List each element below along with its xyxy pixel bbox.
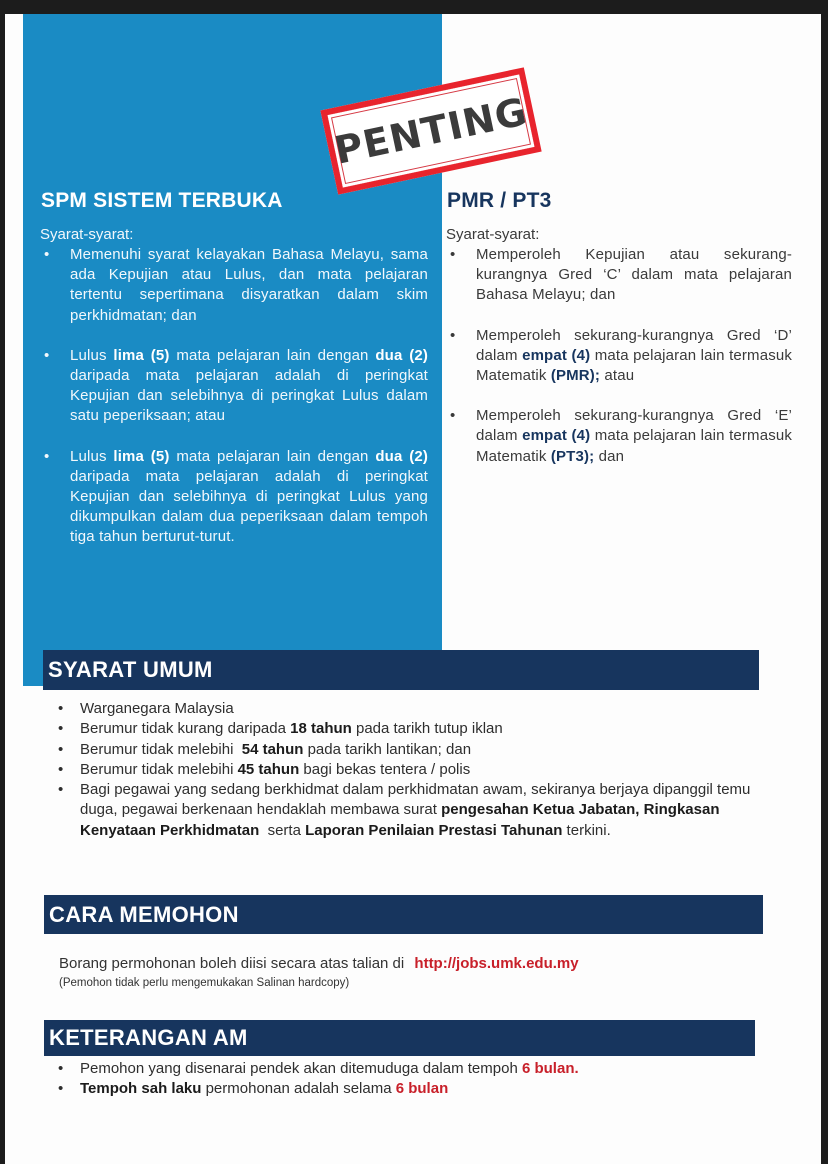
cara-memohon-header: CARA MEMOHON (44, 895, 763, 934)
bullet-icon: • (450, 326, 456, 344)
spm-item: • Lulus lima (5) mata pelajaran lain dengan dua (2) daripada mata pelajaran adalah di peringkat Kepujian dan selebihnya di peringkat Lulus dalam satu peperiksaan; atau (44, 346, 428, 425)
bullet-icon: • (58, 1080, 64, 1098)
syarat-umum-item: • Berumur tidak melebihi 45 tahun bagi bekas tentera / polis (55, 760, 765, 780)
spm-title: SPM SISTEM TERBUKA (41, 189, 283, 212)
bullet-icon: • (44, 447, 50, 465)
application-link[interactable]: http://jobs.umk.edu.my (414, 955, 579, 972)
bullet-icon: • (58, 740, 64, 758)
cara-memohon-text: Borang permohonan boleh diisi secara atas talian di http://jobs.umk.edu.my (59, 955, 579, 972)
syarat-umum-item: • Bagi pegawai yang sedang berkhidmat dalam perkhidmatan awam, sekiranya berjaya dipanggil temu duga, pegawai berkenaan hendaklah membawa surat pengesahan Ketua Jabatan, Ringkasan Kenyataan Perkhidmatan serta Laporan Penilaian Prestasi Tahunan terkini. (58, 781, 751, 839)
pmr-list (446, 245, 792, 467)
syarat-umum-item: • Warganegara Malaysia (55, 699, 765, 719)
syarat-umum-list (55, 699, 765, 841)
bullet-icon: • (58, 700, 64, 717)
keterangan-am-list (55, 1059, 765, 1100)
keterangan-am-item: • Tempoh sah laku permohonan adalah selama 6 bulan (55, 1079, 765, 1099)
keterangan-am-item: • Pemohon yang disenarai pendek akan ditemuduga dalam tempoh 6 bulan. (55, 1059, 765, 1079)
spm-item: • Lulus lima (5) mata pelajaran lain dengan dua (2) daripada mata pelajaran adalah di peringkat Kepujian dan selebihnya di peringkat Lulus yang dikumpulkan dalam dua peperiksaan dalam tempoh tiga tahun berturut-turut. (44, 447, 428, 546)
stamp-label: PENTING (330, 89, 532, 173)
bullet-icon: • (58, 1060, 64, 1077)
syarat-umum-item: • Berumur tidak kurang daripada 18 tahun pada tarikh tutup iklan (55, 719, 765, 739)
bullet-icon: • (450, 407, 456, 425)
bullet-icon: • (58, 720, 64, 738)
pmr-section (446, 187, 792, 487)
bullet-icon: • (44, 346, 50, 364)
pmr-item: • Memperoleh sekurang-kurangnya Gred ‘E’ dalam empat (4) mata pelajaran lain termasuk Matematik (PT3); dan (450, 407, 792, 465)
syarat-umum-header: SYARAT UMUM (43, 650, 759, 690)
spm-section (40, 187, 428, 568)
spm-subtitle: Syarat-syarat: (40, 226, 134, 243)
cara-memohon-note: (Pemohon tidak perlu mengemukakan Salinan hardcopy) (59, 977, 350, 989)
pmr-item: • Memperoleh Kepujian atau sekurang-kurangnya Gred ‘C’ dalam mata pelajaran Bahasa Melayu; dan (450, 246, 792, 304)
pmr-title: PMR / PT3 (447, 189, 552, 212)
keterangan-am-header: KETERANGAN AM (44, 1020, 755, 1056)
pmr-subtitle: Syarat-syarat: (446, 226, 540, 243)
bullet-icon: • (44, 246, 50, 263)
spm-list (40, 245, 428, 548)
spm-item: • Memenuhi syarat kelayakan Bahasa Melayu, sama ada Kepujian atau Lulus, dan mata pelajaran tertentu sepertimana disyaratkan dalam skim perkhidmatan; dan (44, 246, 428, 324)
document-page (5, 14, 821, 1164)
syarat-umum-item: • Berumur tidak melebihi 54 tahun pada tarikh lantikan; dan (55, 740, 765, 760)
bullet-icon: • (450, 246, 456, 263)
bullet-icon: • (58, 781, 64, 799)
pmr-item: • Memperoleh sekurang-kurangnya Gred ‘D’ dalam empat (4) mata pelajaran lain termasuk Matematik (PMR); atau (450, 326, 792, 385)
bullet-icon: • (58, 760, 64, 778)
